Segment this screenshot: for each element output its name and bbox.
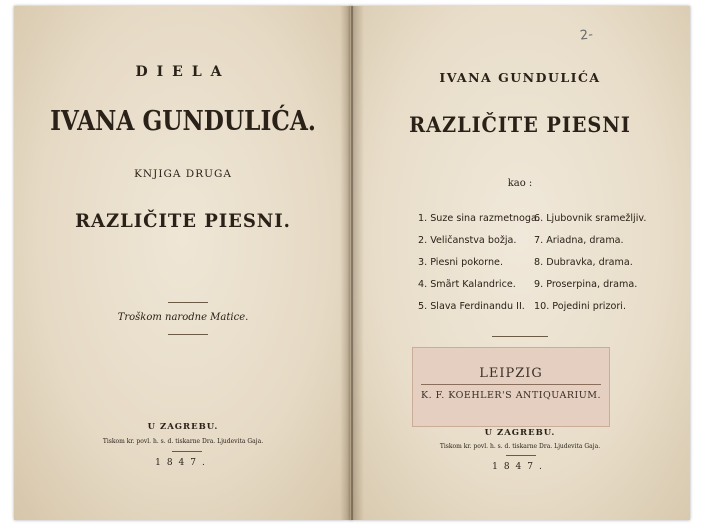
contents-right-column [534,208,646,318]
left-title: RAZLIČITE PIESNI. [75,210,291,232]
left-funding: Troškom narodne Matice. [117,312,249,323]
label-dealer: K. F. KOEHLER'S ANTIQUARIUM. [421,390,601,401]
label-city: LEIPZIG [479,366,543,381]
contents-item: 3. Piesni pokorne. [418,257,503,268]
right-printer: Tiskom kr. povl. h. s. d. tiskarne Dra. Ljudevita Gaja. [439,443,601,450]
contents-item: 10. Pojedini prizori. [534,301,627,312]
right-place: U ZAGREBU. [484,428,556,438]
left-author: IVANA GUNDULIĆA. [50,106,316,137]
right-rule-imprint [506,455,536,456]
pencil-note: 2- [579,27,594,44]
left-year: 1847. [155,458,211,468]
right-title: RAZLIČITE PIESNI [409,112,631,137]
book-gutter [340,6,364,520]
contents-item: 8. Dubravka, drama. [534,257,633,268]
left-volume: KNJIGA DRUGA [134,168,232,180]
contents-item: 1. Suze sina razmetnoga. [418,213,540,224]
right-rule [492,336,548,337]
contents-item: 2. Veličanstva božja. [418,235,517,246]
contents-item: 5. Slava Ferdinandu II. [418,301,525,312]
label-rule [421,384,601,385]
open-book [14,6,690,520]
right-kao: kao : [507,178,533,189]
left-rule-imprint [172,451,202,452]
right-author: IVANA GUNDULIĆA [439,70,601,85]
contents-item: 6. Ljubovnik sramežljiv. [534,213,647,224]
contents-item: 7. Ariadna, drama. [534,235,624,246]
bookseller-label [412,347,610,427]
left-rule-bottom [168,334,208,335]
left-page [14,6,352,520]
left-place: U ZAGREBU. [147,422,219,432]
left-top-word: DIELA [135,64,231,80]
right-year: 1847. [492,462,548,472]
contents-item: 9. Proserpina, drama. [534,279,638,290]
contents-item: 4. Smȁrt Kalandrice. [418,279,516,290]
contents-left-column [418,208,540,318]
left-rule-top [168,302,208,303]
left-printer: Tiskom kr. povl. h. s. d. tiskarne Dra. Ljudevita Gaja. [102,438,264,445]
right-page [350,6,690,520]
